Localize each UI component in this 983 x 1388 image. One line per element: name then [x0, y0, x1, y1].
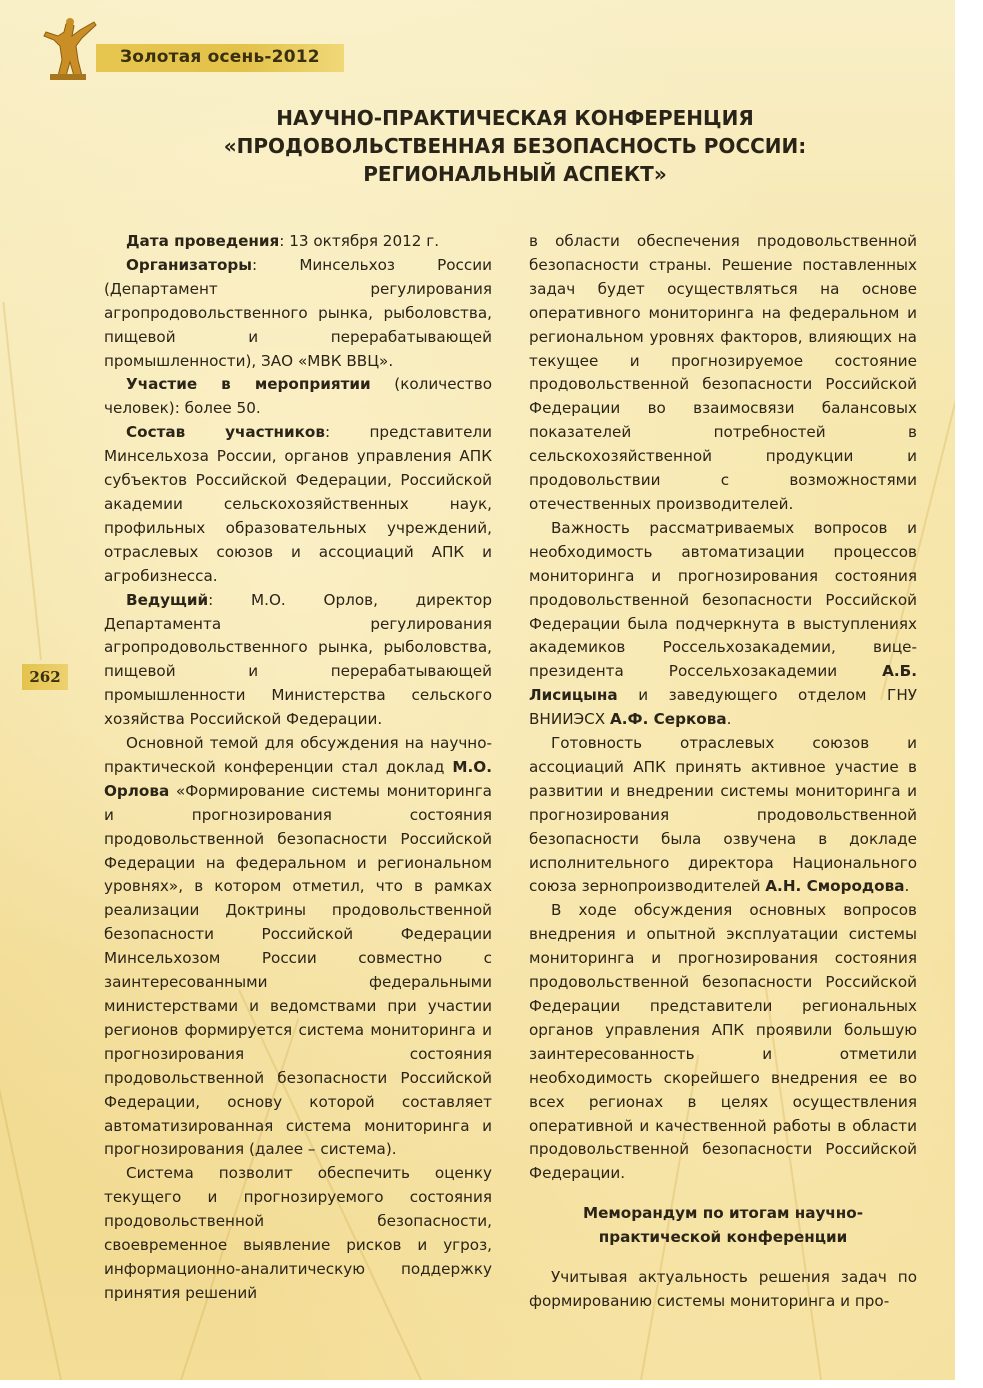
event-composition: Состав участников: представители Минсельхоза России, органов управления АПК субъектов Российской Федерации, Российской академии сельскохозяйственных наук, профильных образовательных учреждений, отраслевых союзов и ассоциаций АПК и агробизнесса. — [104, 423, 493, 585]
paragraph-importance: Важность рассматриваемых вопросов и необходимость автоматизации процессов мониторинга и прогнозирования состояния продовольственной безопасности Российской Федерации была подчеркнута в выступлениях академиков Россельхозакадемии, вице-президента Россельхозакадемии А.Б. Лисицына и заведующего отделом ГНУ ВНИИЭСХ А.Ф. Серкова. — [529, 518, 917, 729]
paragraph-theme: Основной темой для обсуждения на научно-практической конференции стал доклад М.О. Орлова «Формирование системы мониторинга и прогнозирования состояния продовольственной безопасности Российской Федерации на федеральном и региональном уровнях», в котором отметил, что в рамках реализации Доктрины продовольственной безопасности Российской Федерации Минсельхозом России совместно с заинтересованными федеральными министерствами и ведомствами при участии регионов формируется система мониторинга и прогнозирования состояния продовольственной безопасности Российской Федерации, основу которой составляет автоматизированная система мониторинга и прогнозирования (далее – система). — [104, 734, 492, 1159]
page-number: 262 — [22, 664, 68, 690]
event-participation: Участие в мероприятии (количество человек): более 50. — [104, 375, 492, 418]
article-title — [140, 104, 890, 188]
paragraph-memorandum: Учитывая актуальность решения задач по формированию системы мониторинга и про- — [529, 1268, 917, 1310]
event-host: Ведущий: М.О. Орлов, директор Департамента регулирования агропродовольственного рынка, рыболовства, пищевой и перерабатывающей промышленности Министерства сельского хозяйства Российской Федерации. — [104, 590, 492, 729]
wheat-straw-decoration — [0, 910, 62, 1380]
article-title-line: «ПРОДОВОЛЬСТВЕННАЯ БЕЗОПАСНОСТЬ РОССИИ: — [223, 134, 807, 158]
event-organizers: Организаторы: Минсельхоз России (Департамент регулирования агропродовольственного рынка, рыболовства, пищевой и перерабатывающей промышленности), ЗАО «МВК ВВЦ». — [104, 255, 492, 370]
page-edge — [955, 0, 983, 1388]
event-date: Дата проведения: 13 октября 2012 г. — [126, 232, 440, 250]
paragraph-discussion: В ходе обсуждения основных вопросов внедрения и опытной эксплуатации системы мониторинга и прогнозирования состояния продовольственной безопасности Российской Федерации представители региональных органов управления АПК проявили большую заинтересованность и отметили необходимость скорейшего внедрения ее во всех регионах в целях осуществления оперативной и качественной работы в области продовольственной безопасности Российской Федерации. — [529, 901, 917, 1183]
article-title-line: НАУЧНО-ПРАКТИЧЕСКАЯ КОНФЕРЕНЦИЯ — [276, 106, 754, 130]
left-column — [104, 230, 492, 1306]
right-column — [529, 230, 917, 1314]
paragraph-system: Система позволит обеспечить оценку текущего и прогнозируемого состояния продовольственной безопасности, своевременное выявление рисков и угроз, информационно-аналитическую поддержку принятия решений — [104, 1164, 492, 1302]
wheat-straw-decoration — [2, 302, 42, 660]
memorandum-heading: Меморандум по итогам научно- практической конференции — [582, 1204, 864, 1247]
paragraph-readiness: Готовность отраслевых союзов и ассоциаций АПК принять активное участие в развитии и внедрении системы мониторинга и прогнозирования продовольственной безопасности была озвучена в докладе исполнительного директора Национального союза зернопроизводителей А.Н. Смородова. — [529, 734, 917, 896]
section-header-title: Золотая осень-2012 — [120, 47, 320, 67]
monument-logo-icon — [36, 16, 100, 82]
paragraph-continuation: в области обеспечения продовольственной безопасности страны. Решение поставленных задач будет осуществляться на основе оперативного мониторинга на федеральном и региональном уровнях факторов, влияющих на текущее и прогнозируемое состояние продовольственной безопасности Российской Федерации во взаимосвязи балансовых показателей потребностей в сельскохозяйственной продукции и продовольствии с возможностями отечественных производителей. — [529, 232, 917, 513]
article-title-line: РЕГИОНАЛЬНЫЙ АСПЕКТ» — [363, 162, 667, 186]
